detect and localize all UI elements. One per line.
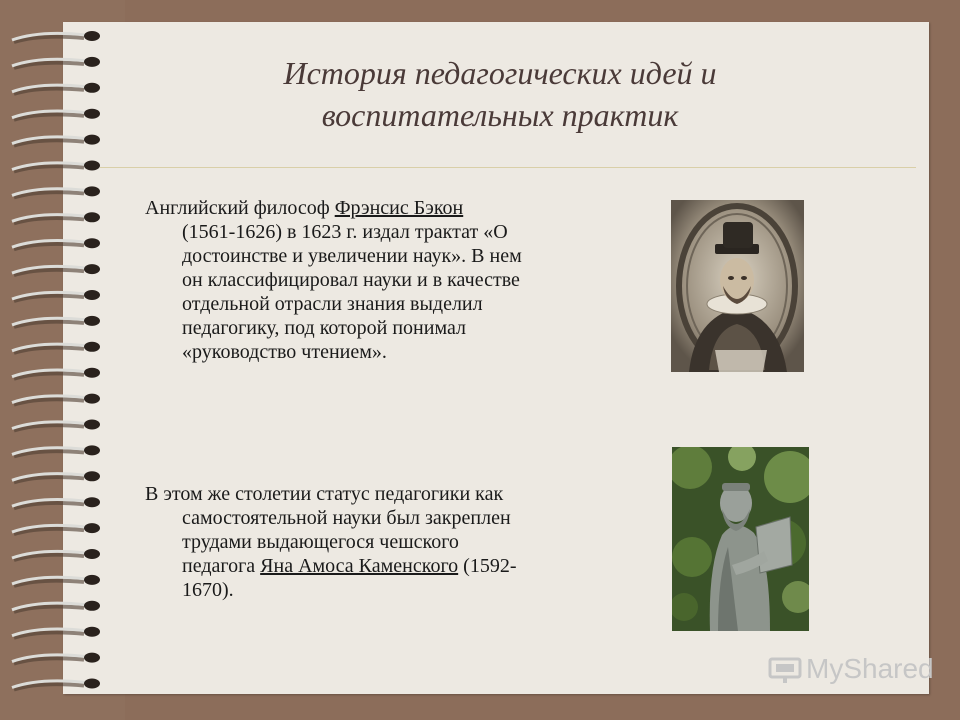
watermark-text: MyShared [806,653,934,684]
spiral-binding [0,0,110,720]
spiral-ring [12,264,100,275]
spiral-ring [12,420,100,431]
spiral-ring [12,316,100,327]
spiral-ring [12,575,100,586]
spiral-ring [12,394,100,405]
spiral-ring [12,57,100,68]
spiral-ring [12,601,100,612]
text-fragment: педагога [182,555,261,577]
spiral-ring [12,549,100,560]
spiral-ring [12,109,100,120]
text-line [145,554,650,578]
text-fragment: Английский философ [145,197,335,219]
presentation-icon [768,657,802,685]
link-comenius[interactable]: Яна Амоса Каменского [260,555,459,577]
title-line-2: воспитательных практик [321,97,679,133]
text-line: В этом же столетии статус педагогики как [145,483,504,505]
spiral-ring [12,290,100,301]
text-line: 1670). [182,579,234,601]
text-line: трудами выдающегося чешского [182,531,459,553]
paragraph-comenius [145,482,650,602]
spiral-ring [12,161,100,172]
link-francis-bacon[interactable]: Фрэнсис Бэкон [334,197,464,219]
spiral-ring [12,497,100,508]
spiral-ring [12,31,100,42]
text-line: «руководство чтением». [182,341,387,363]
spiral-ring [12,653,100,664]
text-line: отдельной отрасли знания выделил [182,293,483,315]
spiral-ring [12,83,100,94]
spiral-ring [12,471,100,482]
spiral-ring [12,238,100,249]
bacon-portrait-image [671,200,804,372]
spiral-ring [12,523,100,534]
text-line: достоинстве и увеличении наук». В нем [182,245,522,267]
spiral-ring [12,212,100,223]
text-line [145,196,650,220]
text-line: самостоятельной науки был закреплен [182,507,511,529]
spiral-ring [12,135,100,146]
text-line: педагогику, под которой понимал [182,317,466,339]
spiral-ring [12,342,100,353]
spiral-ring [12,679,100,690]
text-fragment: (1592- [458,555,517,577]
title-divider [100,167,916,168]
text-line: он классифицировал науки и в качестве [182,269,520,291]
title-line-1: История педагогических идей и [283,55,717,91]
spiral-ring [12,368,100,379]
text-line: (1561-1626) в 1623 г. издал трактат «О [182,221,508,243]
spiral-ring [12,627,100,638]
spiral-ring [12,186,100,197]
spiral-ring [12,445,100,456]
slide-title [140,52,860,136]
comenius-statue-image [672,447,809,631]
paragraph-bacon [145,196,650,364]
